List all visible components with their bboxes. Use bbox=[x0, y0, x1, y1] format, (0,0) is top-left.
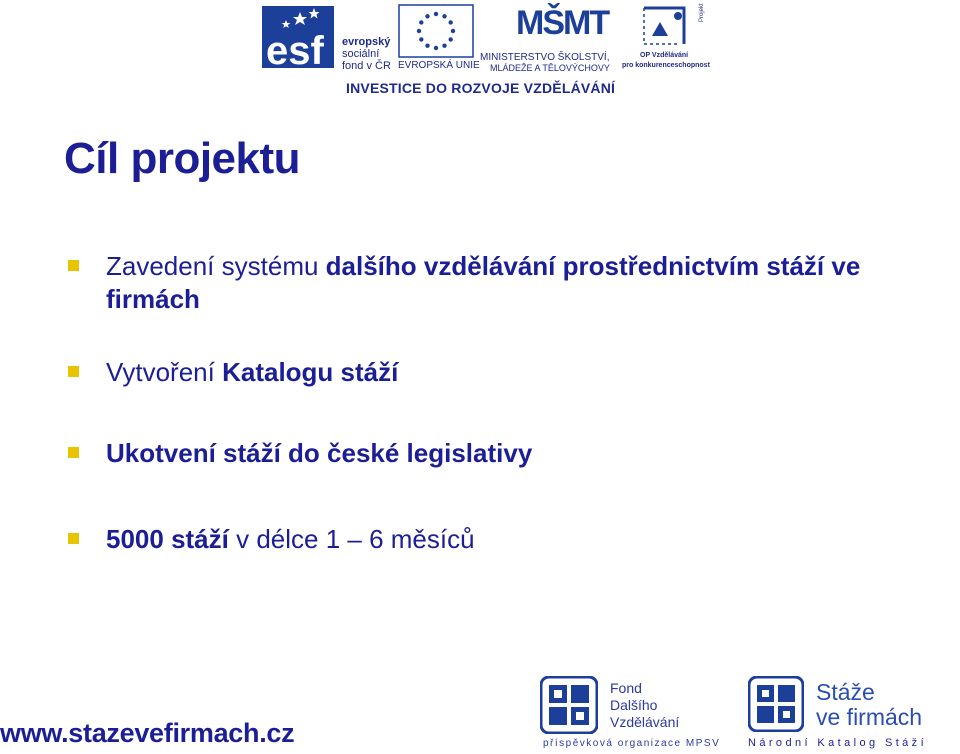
msmt-line2: MLÁDEŽE A TĚLOVÝCHOVY bbox=[490, 63, 610, 73]
op-line1: OP Vzdělávání bbox=[640, 52, 689, 59]
fdv-logo-icon bbox=[540, 676, 598, 734]
msmt-line1: MINISTERSTVO ŠKOLSTVÍ, bbox=[480, 52, 610, 63]
fdv-word-1: Fond bbox=[610, 680, 642, 696]
bullet-item-4 bbox=[66, 523, 946, 556]
bullet-square-icon bbox=[68, 260, 79, 271]
msmt-logo bbox=[480, 4, 620, 73]
eu-flag-icon bbox=[398, 4, 476, 60]
eu-caption: EVROPSKÁ UNIE bbox=[398, 60, 480, 71]
bullet-list bbox=[66, 250, 946, 556]
fdv-subtitle: příspěvková organizace MPSV bbox=[543, 738, 721, 749]
esf-line2: sociální bbox=[342, 48, 380, 60]
fdv-word-3: Vzdělávání bbox=[610, 714, 680, 730]
op-logo-graphic bbox=[638, 4, 698, 48]
bullet-4-tail: v délce 1 – 6 měsíců bbox=[228, 524, 475, 554]
bullet-1-lead: Zavedení systému bbox=[106, 251, 326, 281]
staze-wordmark bbox=[816, 680, 922, 730]
investment-tagline: INVESTICE DO ROZVOJE VZDĚLÁVÁNÍ bbox=[346, 80, 616, 96]
staze-logo-icon bbox=[748, 676, 804, 732]
page-title: Cíl projektu bbox=[64, 134, 301, 183]
bullet-2-bold: Katalogu stáží bbox=[222, 357, 399, 387]
fdv-word-2: Dalšího bbox=[610, 697, 658, 713]
bullet-4-bold: 5000 stáží bbox=[106, 524, 229, 554]
op-side-label: Projekt bbox=[699, 3, 705, 22]
bullet-1-bold: dalšího vzdělávání prostřednictvím stáží ve firmách bbox=[106, 251, 861, 314]
fdv-wordmark bbox=[610, 680, 679, 731]
website-link[interactable]: www.stazevefirmach.cz bbox=[0, 718, 295, 748]
esf-logo bbox=[262, 4, 392, 70]
bullet-square-icon bbox=[68, 447, 79, 458]
staze-subtitle: Národní Katalog Stáží bbox=[748, 737, 928, 749]
svg-text:esf: esf bbox=[266, 29, 324, 70]
bullet-item-2 bbox=[66, 356, 946, 389]
op-line2: pro konkurenceschopnost bbox=[622, 62, 710, 69]
bullet-square-icon bbox=[68, 366, 79, 377]
bullet-item-1 bbox=[66, 250, 946, 316]
staze-word-2: ve firmách bbox=[816, 704, 923, 730]
bullet-3-bold: Ukotvení stáží do české legislativy bbox=[106, 438, 533, 468]
bullet-square-icon bbox=[68, 533, 79, 544]
msmt-mark: MŠMT bbox=[516, 4, 609, 42]
eu-logo bbox=[398, 4, 480, 71]
bullet-2-lead: Vytvoření bbox=[106, 357, 223, 387]
esf-line1: evropský bbox=[342, 36, 391, 48]
op-logo bbox=[622, 4, 710, 70]
bullet-item-3 bbox=[66, 437, 946, 470]
esf-line3: fond v ČR bbox=[342, 60, 391, 72]
staze-word-1: Stáže bbox=[816, 679, 875, 705]
